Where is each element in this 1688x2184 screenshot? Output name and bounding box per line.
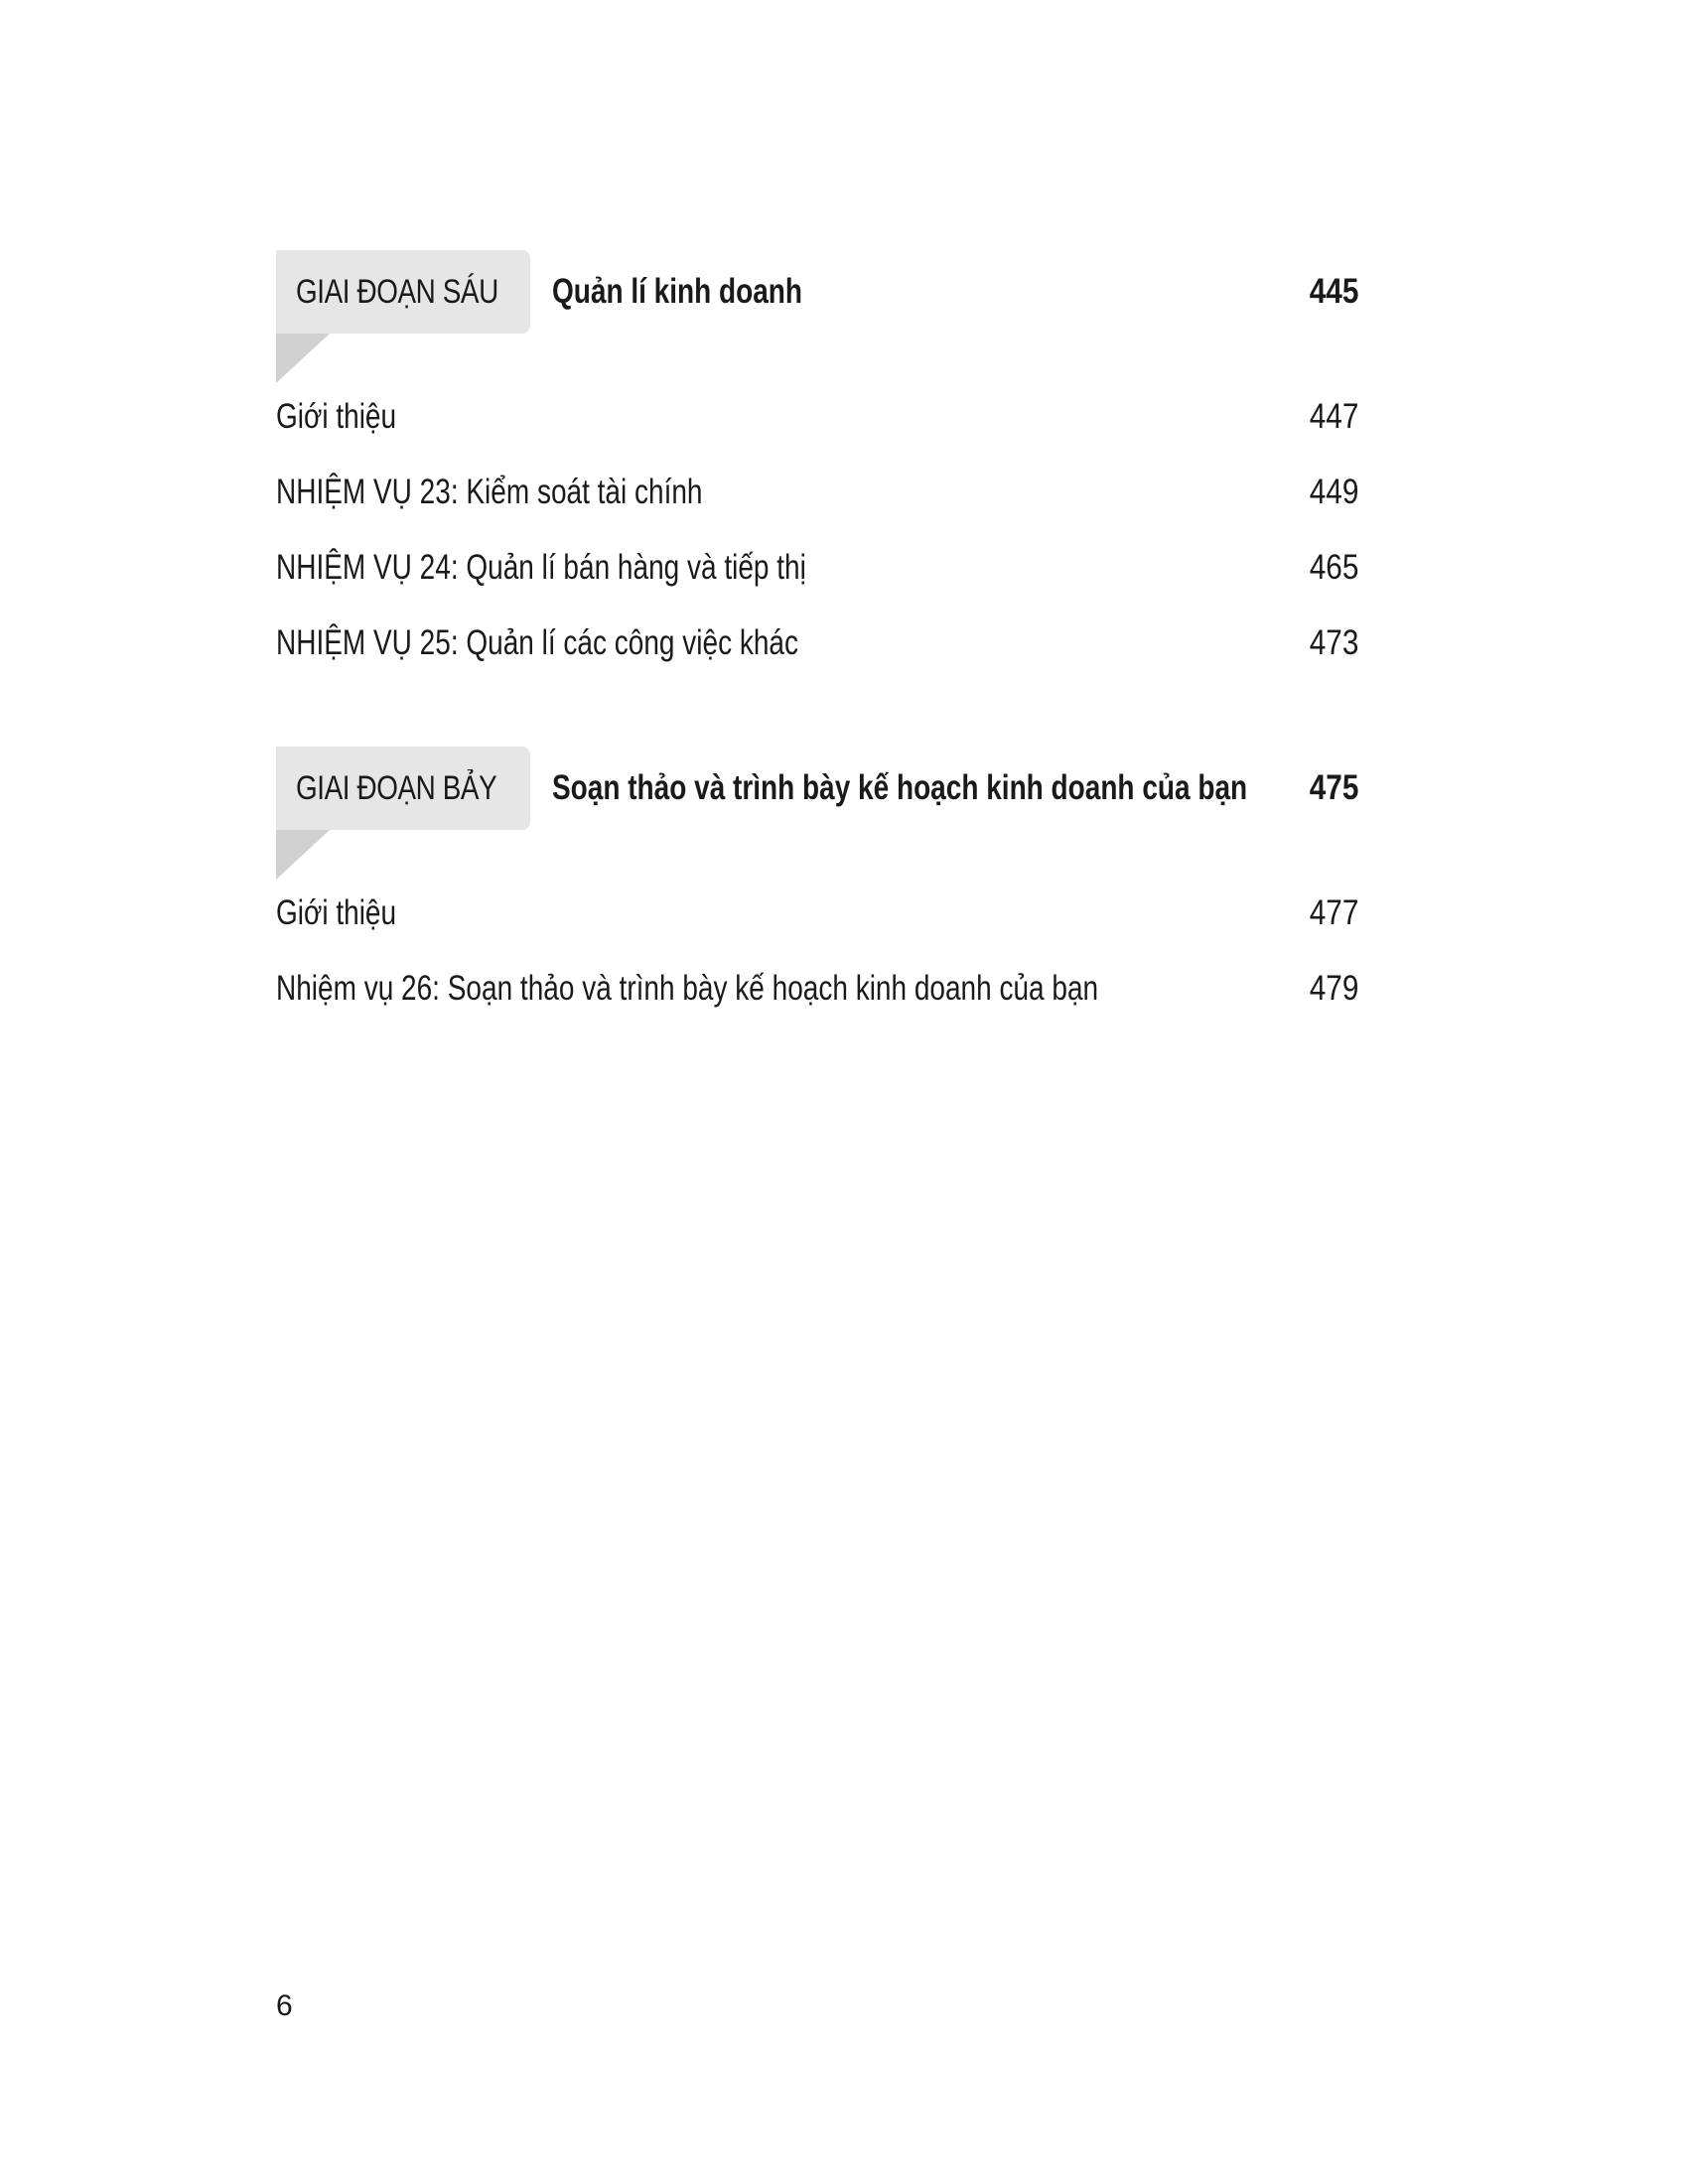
toc-entry[interactable] <box>276 606 1358 681</box>
toc-entry[interactable] <box>276 455 1358 530</box>
toc-entry-label: NHIỆM VỤ 23: Kiểm soát tài chính <box>276 473 703 511</box>
stage-title[interactable]: Quản lí kinh doanh <box>552 272 802 311</box>
stage-page-number: 445 <box>1309 272 1358 311</box>
toc-entry-page: 473 <box>1309 623 1358 662</box>
toc-entries <box>276 379 1358 681</box>
toc-entry-label: Giới thiệu <box>276 893 397 932</box>
stage-page-number: 475 <box>1309 768 1358 807</box>
toc-entry-page: 477 <box>1309 893 1358 932</box>
toc-entry-label: Giới thiệu <box>276 397 397 436</box>
toc-entry-page: 479 <box>1309 969 1358 1008</box>
toc-entry-page: 447 <box>1309 397 1358 436</box>
tab-fold-decoration <box>276 334 330 383</box>
section-header <box>276 250 1358 334</box>
section-header <box>276 747 1358 830</box>
toc-entry-page: 449 <box>1309 473 1358 511</box>
toc-entry[interactable] <box>276 379 1358 455</box>
toc-entries <box>276 876 1358 1026</box>
toc-entry[interactable] <box>276 951 1358 1026</box>
toc-entry-page: 465 <box>1309 548 1358 587</box>
footer-page-number: 6 <box>276 1989 293 2022</box>
tab-fold-decoration <box>276 830 330 880</box>
stage-tab <box>276 250 530 334</box>
toc-entry-label: NHIỆM VỤ 24: Quản lí bán hàng và tiếp thị <box>276 548 806 587</box>
toc-entry-label: Nhiệm vụ 26: Soạn thảo và trình bày kế hoạch kinh doanh của bạn <box>276 969 1099 1008</box>
toc-entry[interactable] <box>276 530 1358 606</box>
stage-label: GIAI ĐOẠN BẢY <box>296 768 497 807</box>
stage-title[interactable]: Soạn thảo và trình bày kế hoạch kinh doanh của bạn <box>552 768 1248 807</box>
toc-entry-label: NHIỆM VỤ 25: Quản lí các công việc khác <box>276 623 798 662</box>
toc-section-stage-seven <box>276 747 1358 1026</box>
toc-entry[interactable] <box>276 876 1358 951</box>
stage-tab <box>276 747 530 830</box>
stage-label: GIAI ĐOẠN SÁU <box>296 272 498 311</box>
toc-section-stage-six <box>276 250 1358 681</box>
